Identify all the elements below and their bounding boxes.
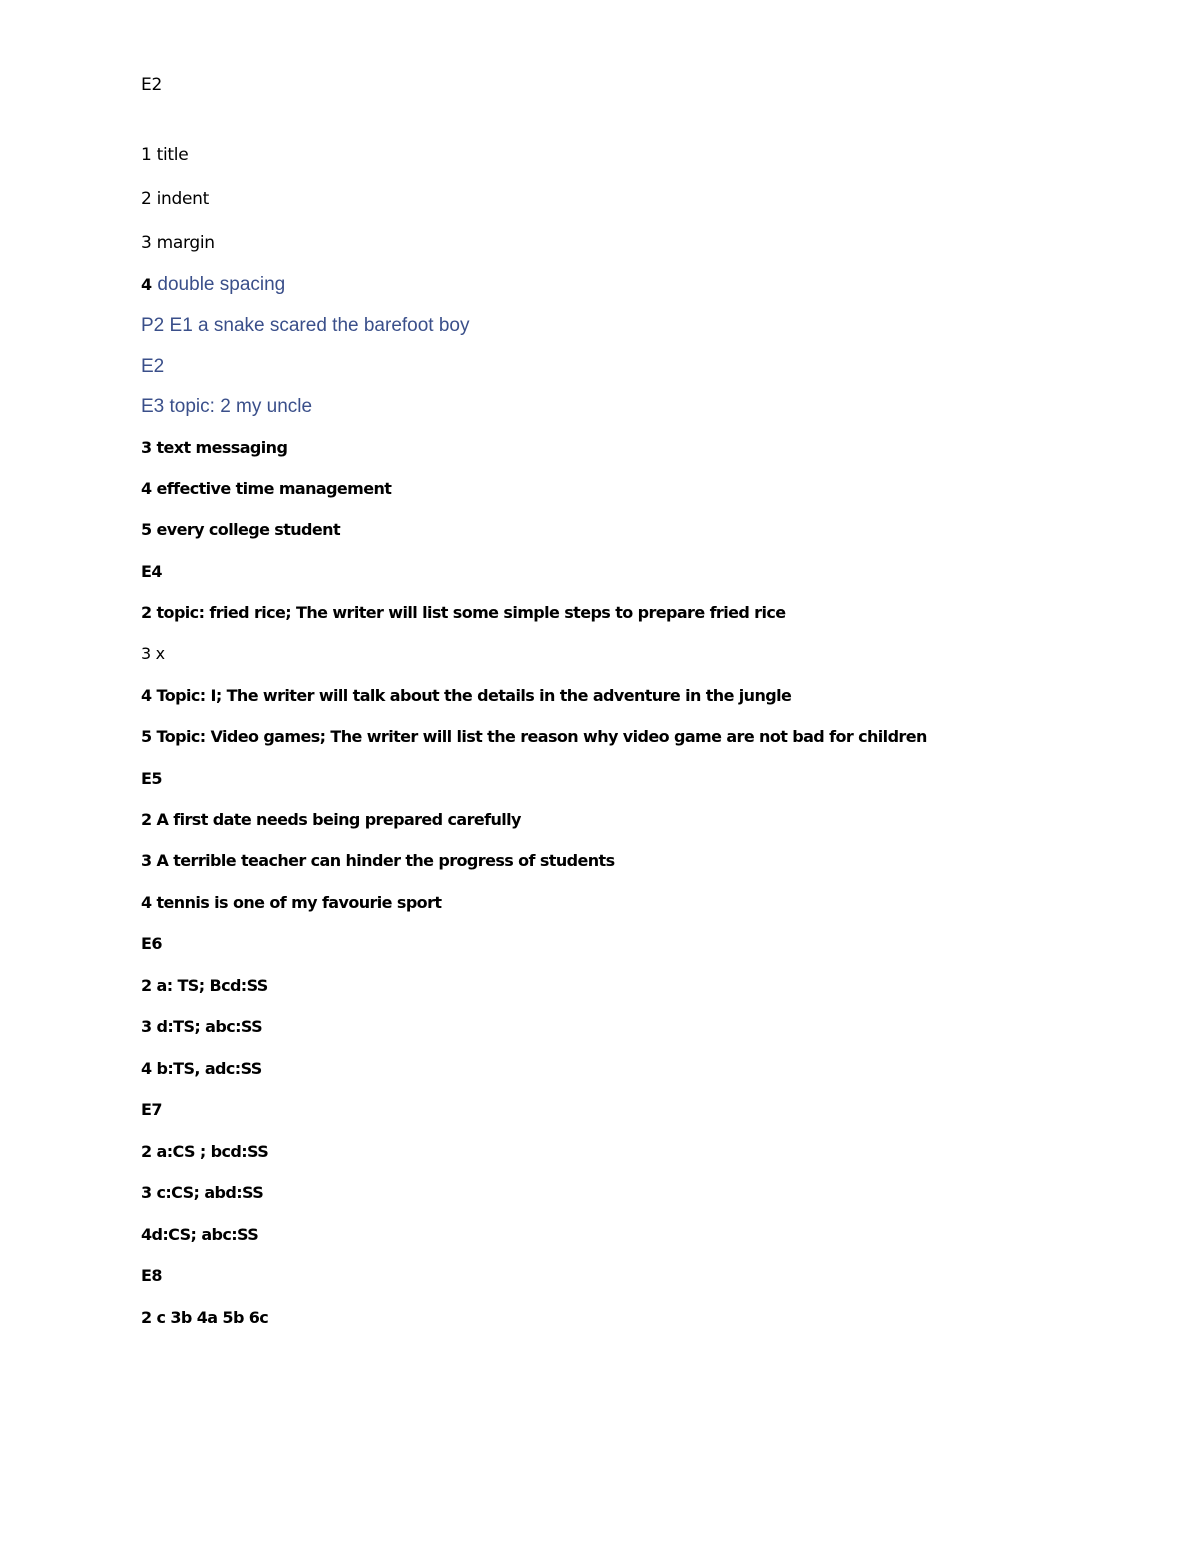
answer-number: 4 [141, 275, 153, 294]
answer-line: 3 d:TS; abc:SS [141, 1017, 263, 1036]
answer-line: 4 Topic: I; The writer will talk about the details in the adventure in the jungle [141, 686, 792, 705]
section-heading-e2: E2 [141, 356, 165, 377]
answer-line: 5 Topic: Video games; The writer will list the reason why video game are not bad for children [141, 727, 927, 746]
answer-line: 2 indent [141, 189, 210, 209]
answer-line: 4 effective time management [141, 479, 392, 498]
section-heading-e5: E5 [141, 769, 162, 788]
section-heading-e7: E7 [141, 1100, 162, 1119]
answer-line: 4 tennis is one of my favourie sport [141, 893, 442, 912]
answer-line: 2 c 3b 4a 5b 6c [141, 1308, 269, 1327]
section-heading-e6: E6 [141, 934, 162, 953]
answer-line: 3 text messaging [141, 438, 288, 457]
answer-line: 3 A terrible teacher can hinder the progress of students [141, 851, 615, 870]
answer-line: 4d:CS; abc:SS [141, 1225, 259, 1244]
answer-line: 4 b:TS, adc:SS [141, 1059, 262, 1078]
answer-line: 2 a:CS ; bcd:SS [141, 1142, 269, 1161]
answer-line: E3 topic: 2 my uncle [141, 396, 313, 417]
answer-line: 2 a: TS; Bcd:SS [141, 976, 268, 995]
section-heading-e8: E8 [141, 1266, 162, 1285]
answer-line: 1 title [141, 145, 189, 165]
section-heading-e2: E2 [141, 75, 162, 95]
answer-line: 3 x [141, 644, 165, 663]
answer-line: 3 c:CS; abd:SS [141, 1183, 264, 1202]
answer-line: 5 every college student [141, 520, 341, 539]
answer-text: double spacing [157, 274, 286, 295]
section-heading-e4: E4 [141, 562, 162, 581]
answer-line: 2 A first date needs being prepared carefully [141, 810, 521, 829]
answer-line: 2 topic: fried rice; The writer will list some simple steps to prepare fried rice [141, 603, 786, 622]
answer-line: P2 E1 a snake scared the barefoot boy [141, 315, 470, 336]
answer-line [141, 274, 285, 296]
answer-line: 3 margin [141, 233, 215, 253]
